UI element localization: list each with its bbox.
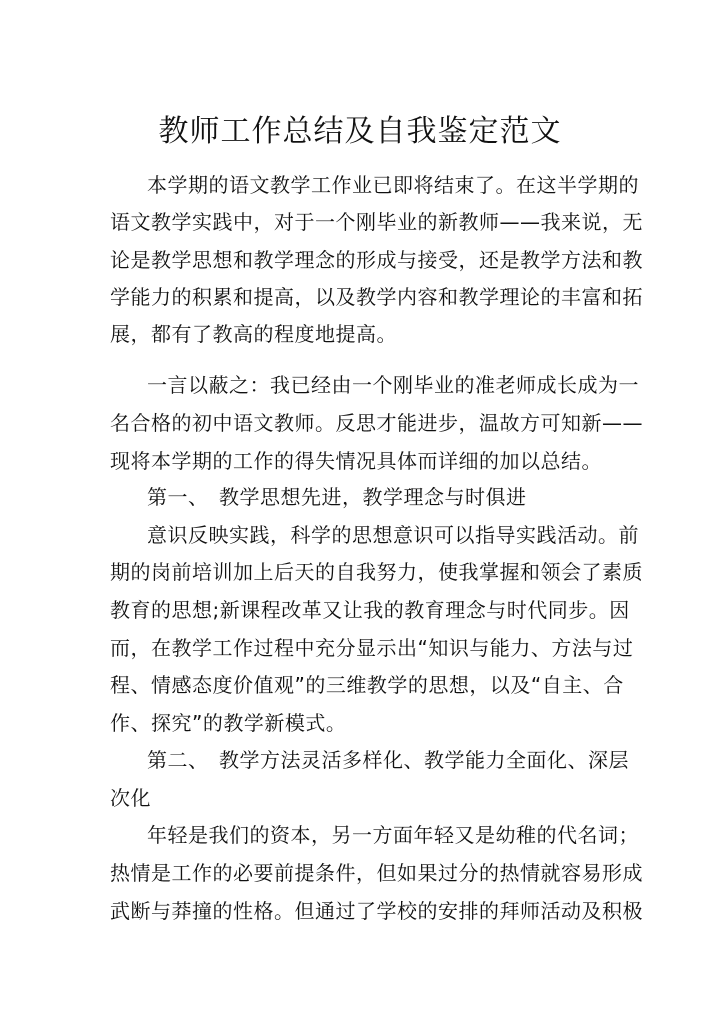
text-line: 程、情感态度价值观”的三维教学的思想，以及“自主、合 bbox=[110, 673, 624, 697]
text-line: 本学期的语文教学工作业已即将结束了。在这半学期的 bbox=[147, 173, 639, 197]
text-line: 年轻是我们的资本，另一方面年轻又是幼稚的代名词； bbox=[147, 823, 639, 847]
text-line: 而，在教学工作过程中充分显示出“知识与能力、方法与过 bbox=[110, 636, 634, 660]
text-line: 现将本学期的工作的得失情况具体而详细的加以总结。 bbox=[110, 449, 602, 473]
text-line: 武断与莽撞的性格。但通过了学校的安排的拜师活动及积极 bbox=[110, 899, 643, 923]
text-line: 作、探究”的教学新模式。 bbox=[110, 711, 347, 735]
section-heading: 次化 bbox=[110, 786, 151, 810]
text-line: 学能力的积累和提高，以及教学内容和教学理论的丰富和拓 bbox=[110, 285, 643, 309]
text-line: 语文教学实践中，对于一个刚毕业的新教师——我来说，无 bbox=[110, 210, 643, 234]
text-line: 展，都有了教高的程度地提高。 bbox=[110, 322, 397, 346]
text-line: 意识反映实践，科学的思想意识可以指导实践活动。前 bbox=[147, 523, 639, 547]
text-line: 一言以蔽之：我已经由一个刚毕业的准老师成长成为一 bbox=[147, 373, 639, 397]
text-line: 热情是工作的必要前提条件，但如果过分的热情就容易形成 bbox=[110, 861, 643, 885]
text-line: 名合格的初中语文教师。反思才能进步，温故方可知新—— bbox=[110, 411, 643, 435]
text-line: 期的岗前培训加上后天的自我努力，使我掌握和领会了素质 bbox=[110, 560, 643, 584]
text-line: 论是教学思想和教学理念的形成与接受，还是教学方法和教 bbox=[110, 248, 643, 272]
section-heading: 第一、 教学思想先进，教学理念与时俱进 bbox=[147, 485, 527, 509]
document-title: 教师工作总结及自我鉴定范文 bbox=[158, 114, 562, 149]
text-line: 教育的思想;新课程改革又让我的教育理念与时代同步。因 bbox=[110, 598, 630, 622]
section-heading: 第二、 教学方法灵活多样化、教学能力全面化、深层 bbox=[147, 748, 629, 772]
